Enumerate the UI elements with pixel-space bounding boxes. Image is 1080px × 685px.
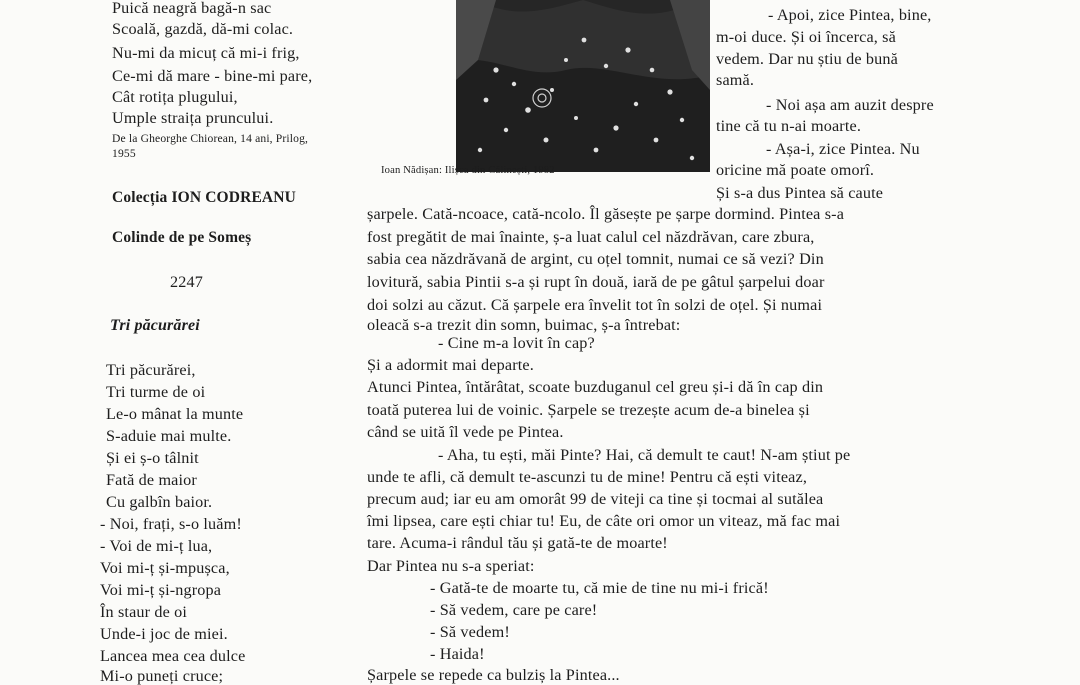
body-line: Dar Pintea nu s-a speriat: [367, 557, 535, 575]
text-line: - Noi așa am auzit despre [766, 96, 934, 114]
song-line: Unde-i joc de miei. [100, 625, 228, 643]
dialogue-line: - Cine m-a lovit în cap? [438, 334, 595, 352]
dialogue-line: - Să vedem, care pe care! [430, 601, 598, 619]
song-line: Le-o mânat la munte [106, 405, 244, 423]
song-line: Voi mi-ț și-mpușca, [100, 559, 230, 577]
song-number: 2247 [170, 273, 203, 291]
body-line: sabia cea năzdrăvană de argint, cu oțel tomnit, numai ce să vezi? Din [367, 250, 824, 268]
song-line: Voi mi-ț și-ngropa [100, 581, 222, 599]
song-line: Tri turme de oi [106, 383, 206, 401]
song-title: Tri păcurărei [110, 317, 200, 334]
text-line: tine că tu n-ai moarte. [716, 117, 862, 135]
dialogue-line: - Aha, tu ești, măi Pinte? Hai, că demult te caut! N-am știut pe [438, 446, 851, 464]
poem-line: Cât rotița plugului, [112, 88, 238, 106]
body-line: Atunci Pintea, întărâtat, scoate buzduganul cel greu și-i dă în cap din [367, 378, 824, 396]
text-line: - Apoi, zice Pintea, bine, [768, 6, 932, 24]
collection-heading: Colecția ION CODREANU [112, 189, 296, 206]
song-line: Mi-o puneți cruce; [100, 667, 224, 685]
dialogue-line: - Gată-te de moarte tu, că mie de tine nu mi-i frică! [430, 579, 769, 597]
poem-line: Ce-mi dă mare - bine-mi pare, [112, 67, 313, 85]
body-line: tare. Acuma-i rândul tău și gată-te de moarte! [367, 534, 668, 552]
section-subtitle: Colinde de pe Someș [112, 229, 252, 246]
song-line: - Voi de mi-ț lua, [100, 537, 213, 555]
poem-line: Scoală, gazdă, dă-mi colac. [112, 20, 294, 38]
text-line: samă. [716, 71, 755, 89]
song-line: Cu galbîn baior. [106, 493, 213, 511]
text-line: - Așa-i, zice Pintea. Nu [766, 140, 920, 158]
dialogue-line: - Haida! [430, 645, 485, 663]
song-line: - Noi, frați, s-o luăm! [100, 515, 242, 533]
dialogue-line: - Să vedem! [430, 623, 510, 641]
song-line: Lancea mea cea dulce [100, 647, 246, 665]
text-line: vedem. Dar nu știu de bună [716, 50, 898, 68]
body-line: șarpele. Cată-ncoace, cată-ncolo. Îl găsește pe șarpe dormind. Pintea s-a [367, 205, 845, 223]
poem-line: Umple straița pruncului. [112, 109, 274, 127]
photo-caption: Ioan Nădișan: Ilișca din Călinești, 1982 [381, 165, 555, 176]
poem-line: Puică neagră bagă-n sac [112, 0, 272, 17]
text-line: oricine mă poate omorî. [716, 161, 875, 179]
source-year: 1955 [112, 147, 136, 160]
body-line: Și a adormit mai departe. [367, 356, 534, 374]
body-line: precum aud; iar eu am omorât 99 de viteji ca tine și tocmai al sutălea [367, 490, 824, 508]
body-line: Șarpele se repede ca bulziș la Pintea... [367, 666, 620, 684]
body-line: toată puterea lui de voinic. Șarpele se trezește acum de-a binelea și [367, 401, 810, 419]
photo-texture [456, 0, 710, 172]
body-line: îmi lipsea, care ești chiar tu! Eu, de câte ori omor un viteaz, mă fac mai [367, 512, 841, 530]
body-line: oleacă s-a trezit din somn, buimac, ș-a întrebat: [367, 316, 681, 334]
source-note: De la Gheorghe Chiorean, 14 ani, Prilog, [112, 132, 309, 145]
body-line: când se uită îl vede pe Pintea. [367, 423, 564, 441]
folk-costume-photo [456, 0, 710, 172]
text-line: Și s-a dus Pintea să caute [716, 184, 884, 202]
song-line: S-aduie mai multe. [106, 427, 232, 445]
body-line: doi solzi au căzut. Că șarpele era învelit tot în solzi de oțel. Și numai [367, 296, 823, 314]
text-line: m-oi duce. Și oi încerca, să [716, 28, 896, 46]
body-line: fost pregătit de mai înainte, ș-a luat calul cel năzdrăvan, care zbura, [367, 228, 815, 246]
song-line: În staur de oi [100, 603, 188, 621]
body-line: lovitură, sabia Pintii s-a și rupt în două, iară de pe gâtul șarpelui doar [367, 273, 825, 291]
poem-line: Nu-mi da micuț că mi-i frig, [112, 44, 300, 62]
song-line: Fată de maior [106, 471, 197, 489]
song-line: Tri păcurărei, [106, 361, 196, 379]
song-line: Și ei ș-o tâlnit [106, 449, 199, 467]
body-line: unde te afli, că demult te-ascunzi tu de mine! Pentru că ești viteaz, [367, 468, 808, 486]
